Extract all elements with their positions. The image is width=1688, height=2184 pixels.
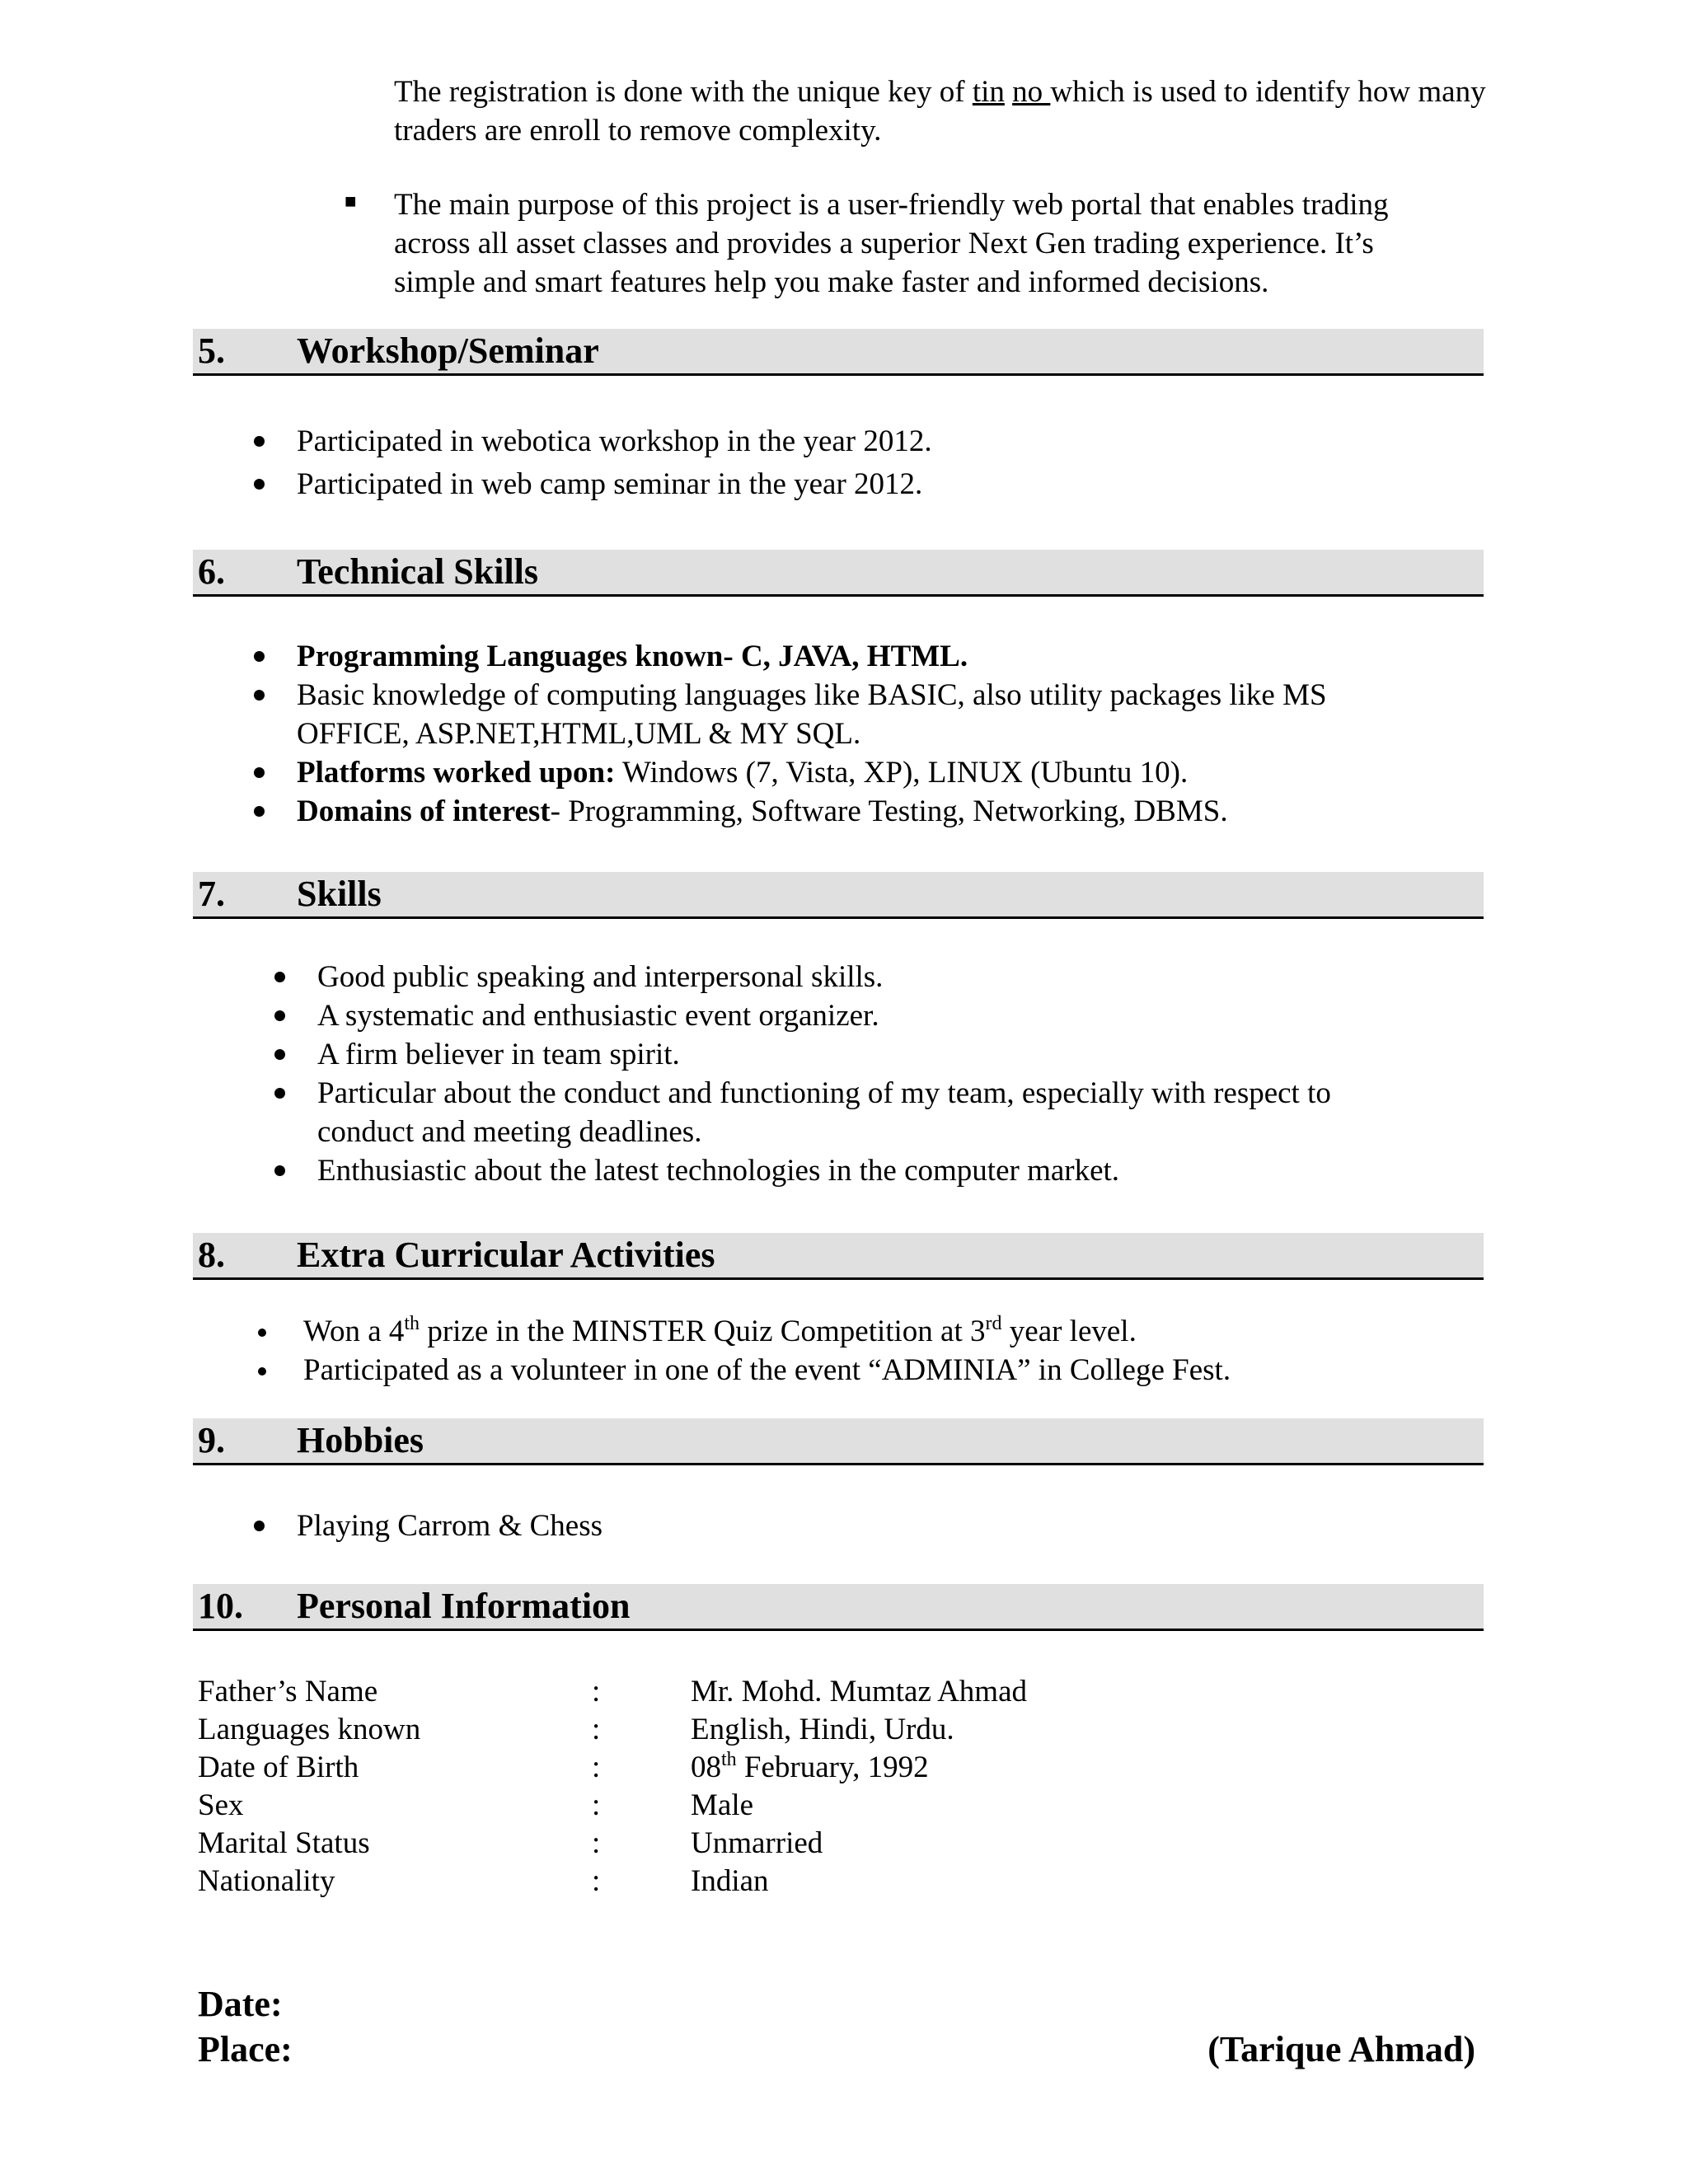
bullet-icon (254, 767, 265, 778)
section-title: Skills (297, 874, 382, 914)
technical-item-text-cont: OFFICE, ASP.NET,HTML,UML & MY SQL. (297, 717, 861, 751)
signature-name: (Tarique Ahmad) (1207, 2029, 1475, 2069)
personal-info-value: English, Hindi, Urdu. (691, 1713, 954, 1746)
personal-info-label: Languages known (198, 1713, 421, 1746)
place-label: Place: (198, 2029, 293, 2069)
bullet-icon (254, 1521, 265, 1531)
project-para2-line3: simple and smart features help you make faster and informed decisions. (394, 265, 1269, 299)
list-item (317, 1074, 1521, 1151)
technical-item-label: Domains of interest (297, 794, 551, 828)
list-item (297, 676, 1517, 753)
hobbies-list (297, 1507, 1451, 1545)
section-header-skills (193, 872, 1484, 919)
skills-list (317, 958, 1521, 1190)
skill-item-text: Good public speaking and interpersonal skills. (317, 960, 884, 994)
section-title: Hobbies (297, 1420, 424, 1460)
personal-info-colon: : (592, 1713, 601, 1746)
technical-item-text: Basic knowledge of computing languages like BASIC, also utility packages like MS (297, 678, 1327, 712)
project-para1-line2: traders are enroll to remove complexity. (394, 114, 882, 148)
personal-info-colon: : (592, 1675, 601, 1708)
section-header-personal-information (193, 1584, 1484, 1631)
bullet-icon (254, 651, 265, 662)
extra-item-text: Participated as a volunteer in one of the event “ADMINIA” in College Fest. (303, 1353, 1231, 1387)
para1-prefix: The registration is done with the unique key of (394, 75, 973, 109)
personal-info-row (198, 1711, 1187, 1749)
list-item (317, 996, 1521, 1035)
project-para2-line2: across all asset classes and provides a superior Next Gen trading experience. It’s (394, 227, 1374, 260)
section-number: 8. (198, 1235, 225, 1275)
list-item (297, 465, 1451, 504)
section-title: Workshop/Seminar (297, 330, 599, 371)
tin-underlined: tin (972, 75, 1005, 109)
list-item (297, 1507, 1451, 1545)
personal-info-colon: : (592, 1750, 601, 1784)
workshop-item-text: Participated in webotica workshop in the year 2012. (297, 424, 932, 458)
bullet-icon (274, 972, 285, 982)
extra-item-text: prize in the MINSTER Quiz Competition at 3 (420, 1315, 986, 1348)
list-item (303, 1351, 1507, 1390)
personal-info-label: Nationality (198, 1864, 335, 1898)
workshop-list (297, 422, 1451, 504)
technical-skills-list (297, 637, 1517, 831)
skill-item-text: A firm believer in team spirit. (317, 1038, 680, 1071)
technical-item-label: Platforms worked upon: (297, 756, 616, 790)
no-underlined: no (1012, 75, 1051, 109)
list-item (303, 1312, 1507, 1351)
extra-item-text: year level. (1001, 1315, 1137, 1348)
personal-info-label: Marital Status (198, 1826, 370, 1860)
bullet-icon (274, 1165, 285, 1176)
personal-info-colon: : (592, 1788, 601, 1822)
personal-info-label: Father’s Name (198, 1675, 378, 1708)
list-item (317, 1151, 1521, 1190)
personal-info-value: Unmarried (691, 1826, 823, 1860)
personal-info-colon: : (592, 1864, 601, 1898)
list-item (297, 792, 1517, 831)
list-item (317, 958, 1521, 996)
personal-info-row (198, 1863, 1187, 1900)
personal-info-row (198, 1673, 1187, 1711)
section-title: Extra Curricular Activities (297, 1235, 715, 1275)
personal-info-value: Indian (691, 1864, 769, 1898)
project-para1-line1 (394, 73, 1581, 111)
extra-curricular-list (303, 1312, 1507, 1390)
skill-item-text-cont: conduct and meeting deadlines. (317, 1115, 702, 1149)
personal-info-value: Male (691, 1788, 754, 1822)
section-number: 7. (198, 874, 225, 914)
bullet-icon (254, 690, 265, 701)
bullet-icon (254, 806, 265, 817)
personal-info-row (198, 1787, 1187, 1825)
technical-item-text: - Programming, Software Testing, Networking, DBMS. (550, 794, 1228, 828)
list-item (297, 753, 1517, 792)
bullet-icon (254, 436, 265, 447)
section-header-workshop (193, 329, 1484, 376)
personal-info-value: Mr. Mohd. Mumtaz Ahmad (691, 1675, 1028, 1708)
list-item (317, 1035, 1521, 1074)
hobby-item-text: Playing Carrom & Chess (297, 1509, 603, 1543)
workshop-item-text: Participated in web camp seminar in the year 2012. (297, 467, 923, 501)
bullet-icon (274, 1049, 285, 1060)
skill-item-text: A systematic and enthusiastic event organizer. (317, 999, 879, 1033)
section-header-technical-skills (193, 550, 1484, 597)
bullet-icon (254, 479, 265, 490)
personal-info-colon: : (592, 1826, 601, 1860)
section-title: Personal Information (297, 1586, 631, 1626)
skill-item-text: Enthusiastic about the latest technologies in the computer market. (317, 1154, 1120, 1188)
skill-item-text: Particular about the conduct and functioning of my team, especially with respect to (317, 1076, 1331, 1110)
project-paragraph-2 (394, 185, 1465, 302)
section-header-extra-curricular (193, 1233, 1484, 1280)
ordinal-suffix: th (721, 1749, 737, 1770)
bullet-icon (274, 1010, 285, 1021)
technical-item-text: Programming Languages known- C, JAVA, HTML. (297, 640, 968, 673)
section-number: 10. (198, 1586, 243, 1626)
ordinal-suffix: rd (985, 1313, 1002, 1334)
section-header-hobbies (193, 1418, 1484, 1465)
dob-month-year: February, 1992 (736, 1750, 929, 1784)
technical-item-text: Windows (7, Vista, XP), LINUX (Ubuntu 10). (615, 756, 1189, 790)
section-number: 6. (198, 551, 225, 592)
bullet-icon (258, 1367, 266, 1376)
project-paragraph-1 (394, 73, 1581, 150)
project-para2-line1: The main purpose of this project is a user-friendly web portal that enables trading (394, 188, 1389, 222)
bullet-icon (274, 1088, 285, 1099)
personal-info-label: Date of Birth (198, 1750, 359, 1784)
para1-suffix: which is used to identify how many (1050, 75, 1486, 109)
bullet-icon (258, 1329, 266, 1337)
section-number: 9. (198, 1420, 225, 1460)
personal-info-row (198, 1825, 1187, 1863)
ordinal-suffix: th (404, 1313, 420, 1334)
dob-day: 08 (691, 1750, 721, 1784)
list-item (297, 637, 1517, 676)
date-label: Date: (198, 1984, 283, 2024)
extra-item-text: Won a 4 (303, 1315, 405, 1348)
personal-info-label: Sex (198, 1788, 244, 1822)
list-item (297, 422, 1451, 465)
square-bullet-icon: ■ (345, 191, 357, 213)
section-title: Technical Skills (297, 551, 539, 592)
personal-info-value (691, 1749, 929, 1787)
section-number: 5. (198, 330, 225, 371)
personal-info-row (198, 1749, 1187, 1787)
